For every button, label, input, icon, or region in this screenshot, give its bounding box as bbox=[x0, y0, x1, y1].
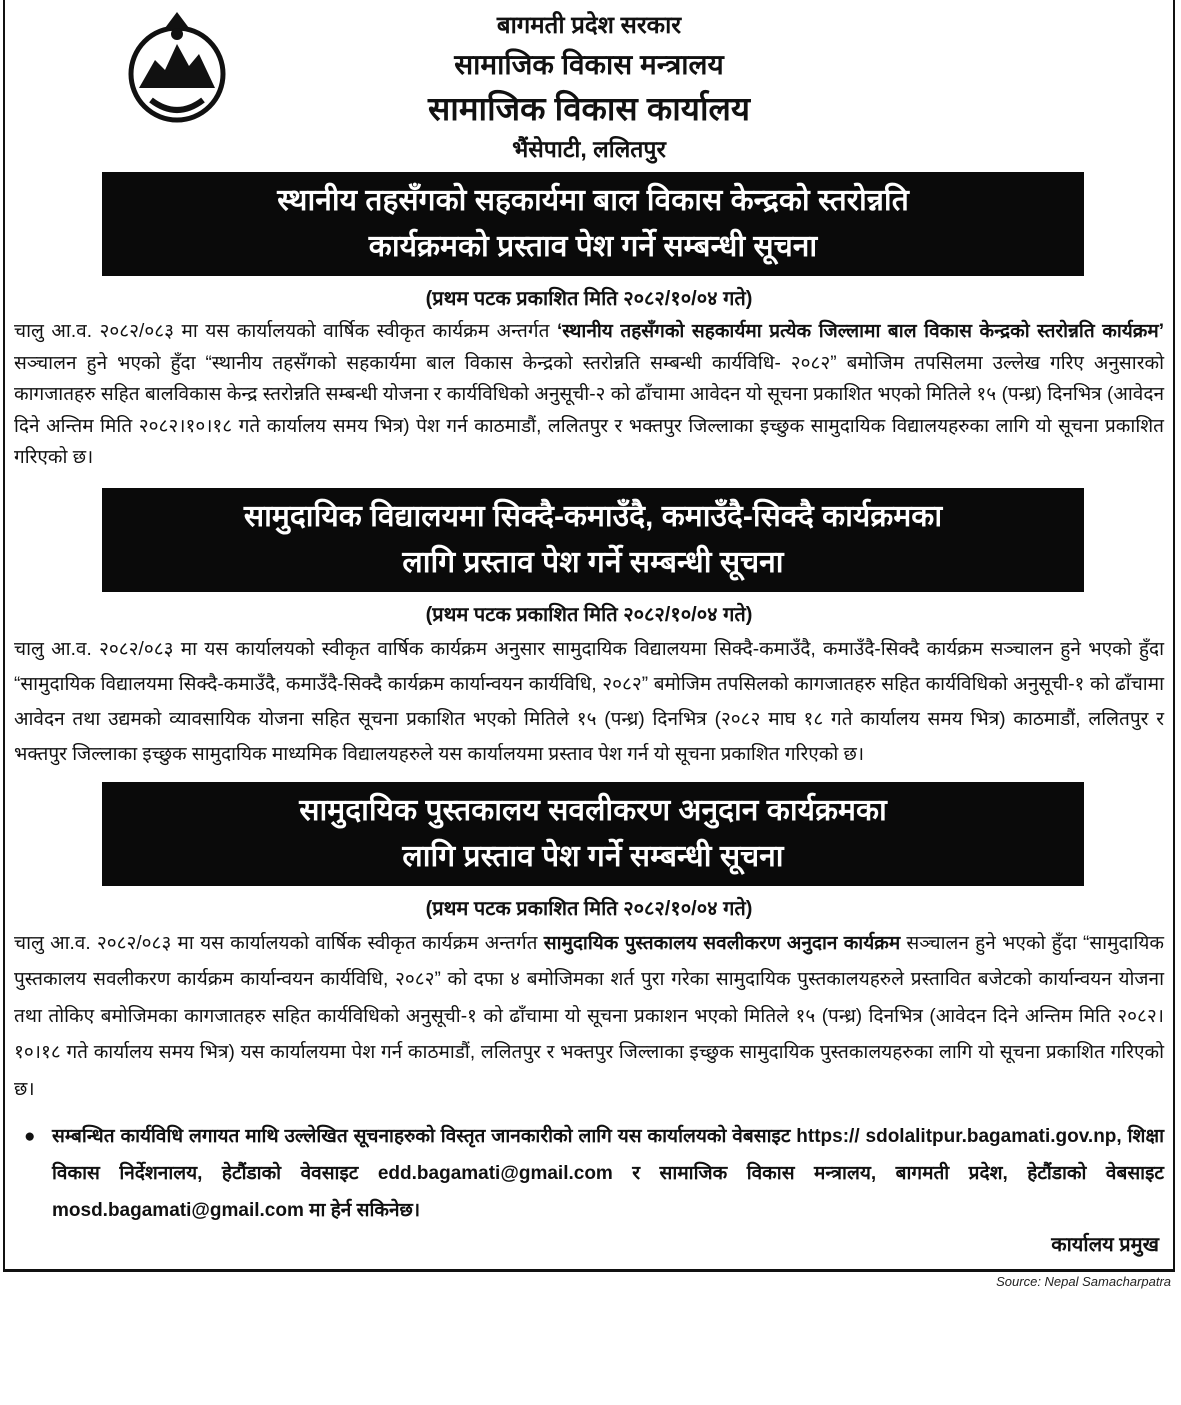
nepal-government-emblem-icon bbox=[125, 8, 229, 130]
ministry-name: सामाजिक विकास मन्त्रालय bbox=[454, 49, 724, 80]
notice-2-title-line1: सामुदायिक विद्यालयमा सिक्दै-कमाउँदै, कमाउँदै-सिक्दै कार्यक्रमका bbox=[243, 499, 943, 533]
notice-3-title bbox=[102, 782, 1084, 886]
notice-2-body: चालु आ.व. २०८२/०८३ मा यस कार्यालयको स्वीकृत वार्षिक कार्यक्रम अनुसार सामुदायिक विद्यालयमा सिक्दै-कमाउँदै, कमाउँदै-सिक्दै कार्यक्रम सञ्चालन हुने भएको हुँदा “सामुदायिक विद्यालयमा सिक्दै-कमाउँदै, कमाउँदै-सिक्दै कार्यक्रम कार्यान्वयन कार्यविधि, २०८२” बमोजिम तपसिलको कागजातहरु सहित कार्यविधिको अनुसूची-१ को ढाँचामा आवेदन तथा उद्यमको व्यावसायिक योजना सहित सूचना प्रकाशित भएको मितिले १५ (पन्ध्र) दिनभित्र (२०८२ माघ १८ गते कार्यालय समय भित्र) काठमाडौं, ललितपुर र भक्तपुर जिल्लाका इच्छुक सामुदायिक माध्यमिक विद्यालयहरुले यस कार्यालयमा प्रस्ताव पेश गर्न यो सूचना प्रकाशित गरिएको छ। bbox=[14, 638, 1164, 765]
notice-1-program-name: ‘स्थानीय तहसँगको सहकार्यमा प्रत्येक जिल्लामा बाल विकास केन्द्रको स्तरोन्नति कार्यक्रम’ bbox=[556, 321, 1164, 342]
notice-3-text-a: चालु आ.व. २०८२/०८३ मा यस कार्यालयको वार्षिक स्वीकृत कार्यक्रम अन्तर्गत bbox=[14, 932, 544, 954]
notice-3-program-name: सामुदायिक पुस्तकालय सवलीकरण अनुदान कार्यक्रम bbox=[543, 932, 901, 954]
bullet-icon: ● bbox=[24, 1126, 36, 1147]
provincial-government-name: बागमती प्रदेश सरकार bbox=[496, 12, 682, 39]
notice-2-date: (प्रथम पटक प्रकाशित मिति २०८२/१०/०४ गते) bbox=[425, 603, 753, 626]
emblem-cell bbox=[5, 8, 235, 130]
notice-3-date: (प्रथम पटक प्रकाशित मिति २०८२/१०/०४ गते) bbox=[425, 897, 753, 920]
notice-2-title bbox=[102, 488, 1084, 592]
notice-1-text-b: सञ्चालन हुने भएको हुँदा “स्थानीय तहसँगको सहकार्यमा बाल विकास केन्द्रको स्तरोन्नति सम्बन्धी कार्यविधि- २०८२” बमोजिम तपसिलमा उल्लेख गरिए अनुसारको कागजातहरु सहित बालविकास केन्द्र स्तरोन्नति सम्बन्धी योजना र कार्यविधिको अनुसूची-२ को ढाँचामा आवेदन यो सूचना प्रकाशित भएको मितिले १५ (पन्ध्र) दिनभित्र (आवेदन दिने अन्तिम मिति २०८२।१०।१८ गते कार्यालय समय भित्र) पेश गर्न काठमाडौं, ललितपुर र भक्तपुर जिल्लाका इच्छुक सामुदायिक विद्यालयहरुका लागि यो सूचना प्रकाशित गरिएको छ। bbox=[14, 352, 1164, 468]
signature-office-chief: कार्यालय प्रमुख bbox=[1051, 1234, 1159, 1256]
notice-1-text-a: चालु आ.व. २०८२/०८३ मा यस कार्यालयको वार्षिक स्वीकृत कार्यक्रम अन्तर्गत bbox=[14, 321, 557, 342]
notice-border bbox=[3, 0, 1175, 1272]
notice-1-title-line2: कार्यक्रमको प्रस्ताव पेश गर्ने सम्बन्धी सूचना bbox=[368, 230, 818, 263]
notice-1-date: (प्रथम पटक प्रकाशित मिति २०८२/१०/०४ गते) bbox=[425, 288, 753, 310]
notice-1-title bbox=[102, 172, 1084, 276]
notice-3-title-line1: सामुदायिक पुस्तकालय सवलीकरण अनुदान कार्यक्रमका bbox=[299, 793, 887, 827]
website-info-text: सम्बन्धित कार्यविधि लगायत माथि उल्लेखित सूचनाहरुको विस्तृत जानकारीको लागि यस कार्यालयको वेबसाइट https:// sdolalitpur.bagamati.gov.np, शिक्षा विकास निर्देशनालय, हेटौंडाको वेवसाइट edd.bagamati@gmail.com र सामाजिक विकास मन्त्रालय, बागमती प्रदेश, हेटौंडाको वेबसाइट mosd.bagamati@gmail.com मा हेर्न सकिनेछ। bbox=[52, 1126, 1164, 1221]
notice-3-text-b: सञ्चालन हुने भएको हुँदा “सामुदायिक पुस्तकालय सवलीकरण कार्यक्रम कार्यान्वयन कार्यविधि, २०८२” को दफा ४ बमोजिमका शर्त पुरा गरेका सामुदायिक पुस्तकालयहरुले प्रस्तावित बजेटको कार्यान्वयन योजना तथा तोकिए बमोजिमका कागजातहरु सहित कार्यविधिको अनुसूची-१ को ढाँचामा यो सूचना प्रकाशन भएको मितिले १५ (पन्ध्र) दिनभित्र (आवेदन दिने अन्तिम मिति २०८२।१०।१८ गते कार्यालय समय भित्र) यस कार्यालयमा पेश गर्न काठमाडौं, ललितपुर र भक्तपुर जिल्लाका इच्छुक सामुदायिक पुस्तकालयहरुका लागि यो सूचना प्रकाशित गरिएको छ। bbox=[14, 932, 1164, 1100]
notice-3-title-line2: लागि प्रस्ताव पेश गर्ने सम्बन्धी सूचना bbox=[402, 839, 784, 873]
letterhead bbox=[5, 0, 1173, 166]
office-name: सामाजिक विकास कार्यालय bbox=[427, 90, 751, 127]
source-credit: Source: Nepal Samacharpatra bbox=[996, 1274, 1171, 1289]
notice-1-title-line1: स्थानीय तहसँगको सहकार्यमा बाल विकास केन्द्रको स्तरोन्नति bbox=[277, 184, 909, 217]
notice-3-body bbox=[14, 926, 1164, 1109]
letterhead-text bbox=[235, 8, 943, 166]
office-address: भैंसेपाटी, ललितपुर bbox=[512, 136, 666, 162]
notice-1-body bbox=[14, 316, 1164, 474]
notice-2-title-line2: लागि प्रस्ताव पेश गर्ने सम्बन्धी सूचना bbox=[402, 545, 784, 579]
website-info-bullet bbox=[24, 1118, 1164, 1229]
